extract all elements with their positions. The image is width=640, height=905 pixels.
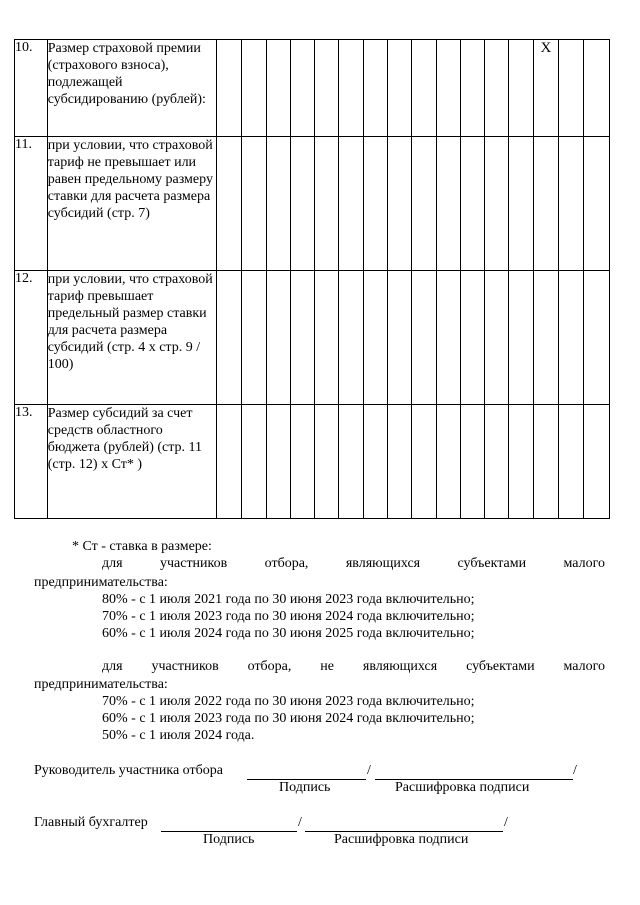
value-cell[interactable] xyxy=(509,137,533,271)
intro-word: участников xyxy=(159,556,228,571)
row-label: Размер страховой премии (страхового взноса), подлежащей субсидированию (рублей): xyxy=(47,40,216,137)
head-decode-caption: Расшифровка подписи xyxy=(395,780,530,795)
value-cell[interactable] xyxy=(242,40,266,137)
group1-rate-line: 80% - с 1 июля 2021 года по 30 июня 2023 года включительно; xyxy=(102,592,475,607)
value-cell[interactable] xyxy=(216,405,241,519)
value-cell[interactable] xyxy=(559,137,584,271)
row-number: 11. xyxy=(15,137,48,271)
intro-word: малого xyxy=(563,659,605,674)
value-cell[interactable] xyxy=(242,137,266,271)
value-cell[interactable] xyxy=(509,271,533,405)
value-cell[interactable] xyxy=(559,405,584,519)
value-cell[interactable] xyxy=(266,271,290,405)
value-cell[interactable] xyxy=(412,271,436,405)
value-cell[interactable] xyxy=(339,40,363,137)
table-row xyxy=(15,271,610,405)
value-cell[interactable] xyxy=(266,405,290,519)
value-cell[interactable] xyxy=(387,137,411,271)
intro-word: малого xyxy=(563,556,605,571)
intro-word: являющихся xyxy=(345,556,421,571)
value-cell[interactable] xyxy=(216,40,241,137)
intro-word: не xyxy=(320,659,335,674)
value-cell[interactable] xyxy=(584,137,610,271)
slash: / xyxy=(298,815,302,830)
value-cell[interactable] xyxy=(315,271,339,405)
accountant-decode-caption: Расшифровка подписи xyxy=(334,832,469,847)
value-cell[interactable] xyxy=(339,405,363,519)
value-cell[interactable] xyxy=(242,405,266,519)
intro-word: субъектами xyxy=(466,659,535,674)
value-cell[interactable] xyxy=(412,137,436,271)
group1-rate-line: 70% - с 1 июля 2023 года по 30 июня 2024 года включительно; xyxy=(102,609,475,624)
accountant-signature-label: Главный бухгалтер xyxy=(34,815,148,830)
value-cell[interactable] xyxy=(315,405,339,519)
group2-rate-line: 50% - с 1 июля 2024 года. xyxy=(102,728,255,743)
intro-word: субъектами xyxy=(457,556,527,571)
group2-intro xyxy=(102,659,605,675)
value-cell[interactable] xyxy=(485,137,509,271)
value-cell[interactable] xyxy=(363,271,387,405)
value-cell[interactable] xyxy=(509,405,533,519)
value-cell[interactable] xyxy=(315,137,339,271)
value-cell[interactable] xyxy=(412,40,436,137)
marked-cell[interactable]: X xyxy=(533,40,558,137)
value-cell[interactable] xyxy=(485,40,509,137)
group2-rate-line: 70% - с 1 июля 2022 года по 30 июня 2023 года включительно; xyxy=(102,694,475,709)
table-row xyxy=(15,40,610,137)
value-cell[interactable] xyxy=(485,271,509,405)
value-cell[interactable] xyxy=(460,405,484,519)
value-cell[interactable] xyxy=(290,137,314,271)
row-label: Размер субсидий за счет средств областного бюджета (рублей) (стр. 11 (стр. 12) х Ст* ) xyxy=(47,405,216,519)
value-cell[interactable] xyxy=(533,405,558,519)
value-cell[interactable] xyxy=(290,271,314,405)
value-cell[interactable] xyxy=(315,40,339,137)
group1-intro-cont: предпринимательства: xyxy=(34,575,168,590)
value-cell[interactable] xyxy=(436,137,460,271)
value-cell[interactable] xyxy=(290,405,314,519)
accountant-sign-caption: Подпись xyxy=(203,832,255,847)
value-cell[interactable] xyxy=(290,40,314,137)
value-cell[interactable] xyxy=(363,405,387,519)
slash: / xyxy=(504,815,508,830)
value-cell[interactable] xyxy=(436,40,460,137)
value-cell[interactable] xyxy=(339,137,363,271)
intro-word: отбора, xyxy=(264,556,309,571)
value-cell[interactable] xyxy=(216,137,241,271)
value-cell[interactable] xyxy=(533,271,558,405)
value-cell[interactable] xyxy=(559,271,584,405)
table-row xyxy=(15,405,610,519)
value-cell[interactable] xyxy=(363,137,387,271)
value-cell[interactable] xyxy=(559,40,584,137)
intro-word: являющихся xyxy=(362,659,438,674)
group2-rate-line: 60% - с 1 июля 2023 года по 30 июня 2024 года включительно; xyxy=(102,711,475,726)
slash: / xyxy=(573,763,577,778)
group2-intro-cont: предпринимательства: xyxy=(34,677,168,692)
group1-rate-line: 60% - с 1 июля 2024 года по 30 июня 2025 года включительно; xyxy=(102,626,475,641)
value-cell[interactable] xyxy=(485,405,509,519)
value-cell[interactable] xyxy=(339,271,363,405)
value-cell[interactable] xyxy=(242,271,266,405)
row-label: при условии, что страховой тариф превышает предельный размер ставки для расчета размера субсидий (стр. 4 х стр. 9 / 100) xyxy=(47,271,216,405)
value-cell[interactable] xyxy=(509,40,533,137)
value-cell[interactable] xyxy=(460,271,484,405)
row-number: 13. xyxy=(15,405,48,519)
value-cell[interactable] xyxy=(436,271,460,405)
row-number: 12. xyxy=(15,271,48,405)
intro-word: отбора, xyxy=(247,659,292,674)
value-cell[interactable] xyxy=(584,40,610,137)
row-number: 10. xyxy=(15,40,48,137)
row-label: при условии, что страховой тариф не превышает или равен предельному размеру ставки для расчета размера субсидий (стр. 7) xyxy=(47,137,216,271)
subsidy-table xyxy=(14,39,610,519)
slash: / xyxy=(367,763,371,778)
head-sign-caption: Подпись xyxy=(279,780,331,795)
value-cell[interactable] xyxy=(412,405,436,519)
value-cell[interactable] xyxy=(387,271,411,405)
value-cell[interactable] xyxy=(363,40,387,137)
head-signature-label: Руководитель участника отбора xyxy=(34,763,223,778)
value-cell[interactable] xyxy=(216,271,241,405)
intro-word: для xyxy=(102,556,123,571)
intro-word: для xyxy=(102,659,123,674)
value-cell[interactable] xyxy=(460,137,484,271)
intro-word: участников xyxy=(151,659,219,674)
value-cell[interactable] xyxy=(387,405,411,519)
rate-note-heading: * Ст - ставка в размере: xyxy=(72,539,212,554)
value-cell[interactable] xyxy=(387,40,411,137)
value-cell[interactable] xyxy=(584,271,610,405)
group1-intro xyxy=(102,556,605,572)
value-cell[interactable] xyxy=(266,40,290,137)
value-cell[interactable] xyxy=(533,137,558,271)
value-cell[interactable] xyxy=(436,405,460,519)
value-cell[interactable] xyxy=(460,40,484,137)
value-cell[interactable] xyxy=(584,405,610,519)
table-row xyxy=(15,137,610,271)
value-cell[interactable] xyxy=(266,137,290,271)
